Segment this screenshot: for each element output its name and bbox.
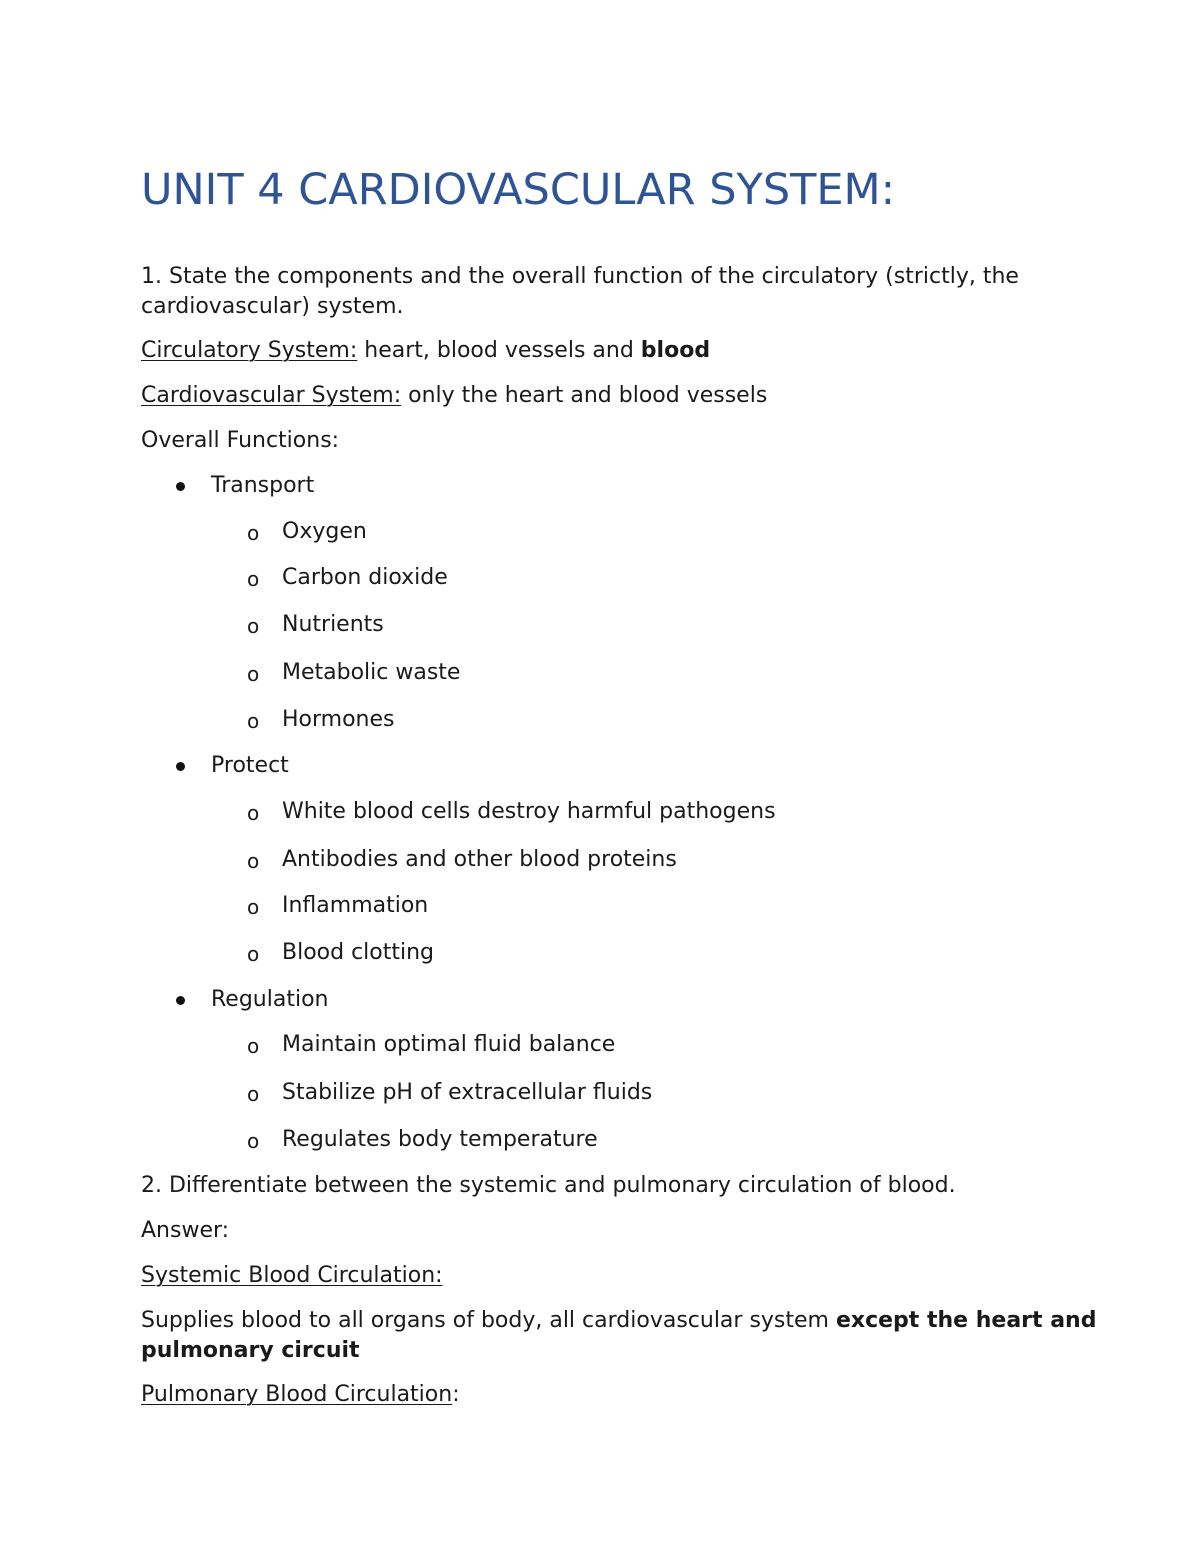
bullet-icon [176, 996, 185, 1005]
sub-bullet-icon: o [247, 521, 260, 545]
circulatory-system-definition [141, 336, 710, 366]
pulmonary-circulation-suffix: : [452, 1382, 460, 1407]
page-title: UNIT 4 CARDIOVASCULAR SYSTEM: [141, 165, 896, 215]
circulatory-system-bold: blood [640, 338, 711, 363]
question-2: 2. Differentiate between the systemic and pulmonary circulation of blood. [141, 1173, 956, 1198]
function-protect: Protect [211, 753, 289, 778]
list-item: Inflammation [282, 893, 429, 918]
list-item: Blood clotting [282, 940, 435, 965]
systemic-circulation-text-2 [141, 1336, 360, 1366]
list-item: Nutrients [282, 612, 384, 637]
list-item: Hormones [282, 707, 395, 732]
systemic-circulation-heading [141, 1261, 443, 1291]
sub-bullet-icon: o [247, 1082, 260, 1106]
question-1-line-2: cardiovascular) system. [141, 294, 404, 319]
cardiovascular-system-label: Cardiovascular System: [141, 383, 402, 408]
sub-bullet-icon: o [247, 709, 260, 733]
pulmonary-circulation-heading [141, 1380, 460, 1410]
overall-functions-heading: Overall Functions: [141, 428, 340, 453]
systemic-bold-2: pulmonary circuit [141, 1338, 360, 1363]
bullet-icon [176, 762, 185, 771]
list-item: White blood cells destroy harmful pathogens [282, 799, 776, 824]
cardiovascular-system-text: only the heart and blood vessels [401, 383, 768, 408]
systemic-bold-1: except the heart and [835, 1308, 1097, 1333]
function-regulation: Regulation [211, 987, 329, 1012]
answer-label: Answer: [141, 1218, 230, 1243]
list-item: Carbon dioxide [282, 565, 448, 590]
sub-bullet-icon: o [247, 801, 260, 825]
list-item: Regulates body temperature [282, 1127, 598, 1152]
function-transport: Transport [211, 473, 315, 498]
systemic-text: Supplies blood to all organs of body, all cardiovascular system [141, 1308, 836, 1333]
list-item: Stabilize pH of extracellular fluids [282, 1080, 653, 1105]
circulatory-system-text: heart, blood vessels and [357, 338, 641, 363]
pulmonary-circulation-label: Pulmonary Blood Circulation [141, 1382, 453, 1407]
sub-bullet-icon: o [247, 849, 260, 873]
list-item: Antibodies and other blood proteins [282, 847, 677, 872]
list-item: Metabolic waste [282, 660, 461, 685]
systemic-circulation-label: Systemic Blood Circulation: [141, 1263, 443, 1288]
list-item: Oxygen [282, 519, 367, 544]
bullet-icon [176, 482, 185, 491]
question-1-line-1: 1. State the components and the overall function of the circulatory (strictly, the [141, 264, 1019, 289]
sub-bullet-icon: o [247, 1034, 260, 1058]
sub-bullet-icon: o [247, 614, 260, 638]
systemic-circulation-text [141, 1306, 1096, 1336]
sub-bullet-icon: o [247, 662, 260, 686]
sub-bullet-icon: o [247, 567, 260, 591]
sub-bullet-icon: o [247, 1129, 260, 1153]
sub-bullet-icon: o [247, 895, 260, 919]
sub-bullet-icon: o [247, 942, 260, 966]
cardiovascular-system-definition [141, 381, 767, 411]
circulatory-system-label: Circulatory System: [141, 338, 358, 363]
list-item: Maintain optimal fluid balance [282, 1032, 616, 1057]
